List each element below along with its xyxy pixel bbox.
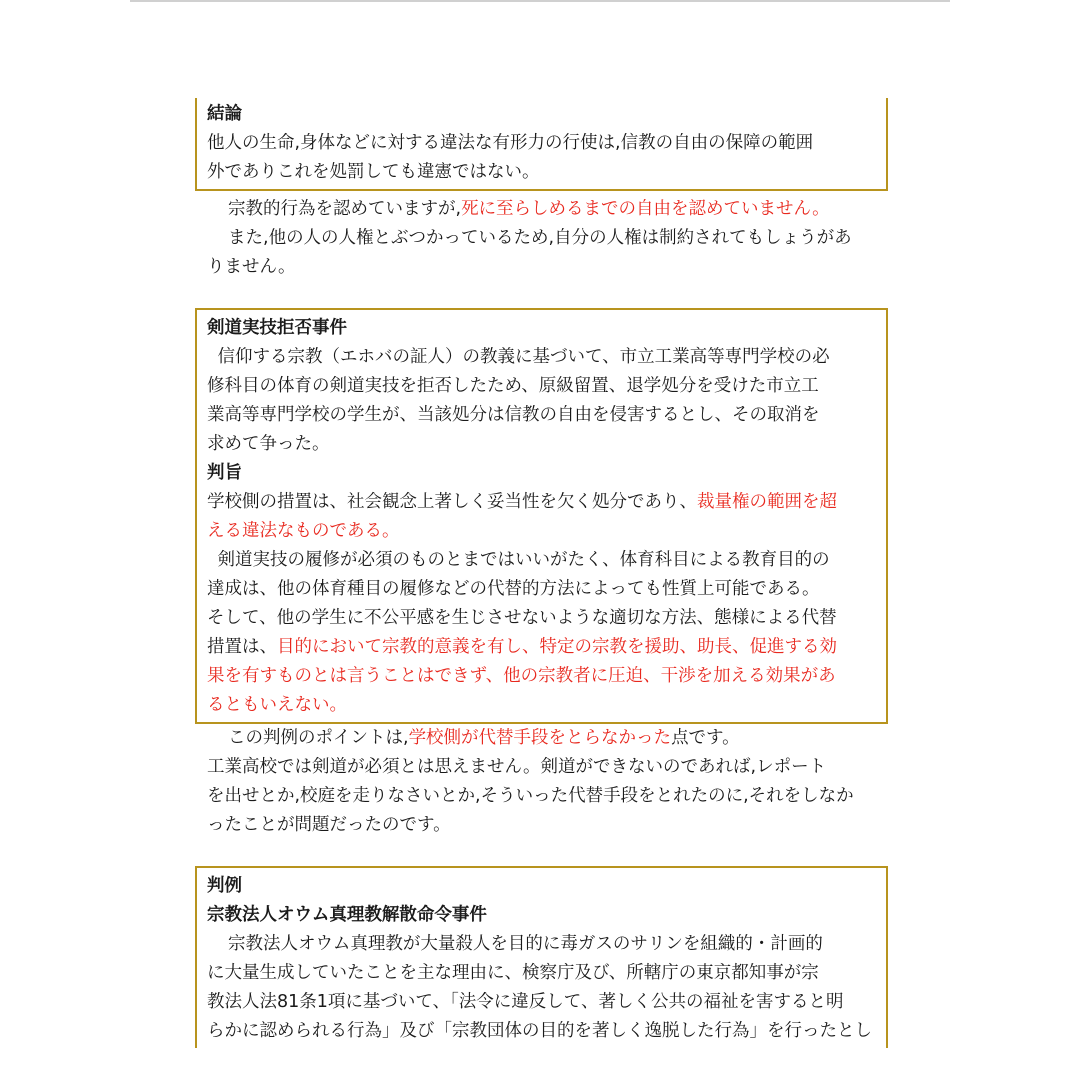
case-facts-line: 修科目の体育の剣道実技を拒否したため、原級留置、退学処分を受けた市立工 (207, 376, 819, 396)
commentary-text: りません。 (207, 257, 296, 277)
aum-case-heading: 宗教法人オウム真理教解散命令事件 (207, 905, 487, 925)
ruling-emphasis: 果を有すものとは言うことはできず、他の宗教者に圧迫、干渉を加える効果があ (207, 666, 836, 686)
aum-case-line: らかに認められる行為」及び「宗教団体の目的を著しく逸脱した行為」を行ったとし (207, 1021, 872, 1041)
case-facts-line: 求めて争った。 (207, 434, 330, 454)
conclusion-heading: 結論 (207, 104, 242, 124)
commentary-text: この判例のポイントは, (228, 728, 409, 748)
ruling-text: 措置は、 (207, 637, 277, 657)
precedent-heading: 判例 (207, 876, 242, 896)
conclusion-line: 他人の生命,身体などに対する違法な有形力の行使は,信教の自由の保障の範囲 (207, 133, 814, 153)
conclusion-line: 外でありこれを処罰しても違憲ではない。 (207, 162, 540, 182)
commentary-emphasis: 学校側が代替手段をとらなかった (408, 728, 672, 748)
ruling-heading: 判旨 (207, 463, 242, 483)
ruling-emphasis: える違法なものである。 (207, 521, 400, 541)
commentary-text: を出せとか,校庭を走りなさいとか,そういった代替手段をとれたのに,それをしなか (207, 786, 854, 806)
case-facts-line: 業高等専門学校の学生が、当該処分は信教の自由を侵害するとし、その取消を (207, 405, 820, 425)
document-page (195, 98, 895, 1048)
case-facts-line: 信仰する宗教（エホバの証人）の教義に基づいて、市立工業高等専門学校の必 (217, 347, 830, 367)
kendo-case-box (195, 308, 888, 724)
commentary-text: ったことが問題だったのです。 (207, 815, 451, 835)
ruling-emphasis: 裁量権の範囲を超 (697, 492, 837, 512)
commentary-text: 工業高校では剣道が必須とは思えません。剣道ができないのであれば,レポート (207, 757, 827, 777)
aum-case-line: 教法人法81条1項に基づいて、「法令に違反して、著しく公共の福祉を害すると明 (207, 992, 844, 1012)
commentary-paragraph-2 (195, 724, 895, 840)
commentary-text: 宗教的行為を認めていますが, (228, 199, 462, 219)
commentary-text: また,他の人の人権とぶつかっているため,自分の人権は制約されてもしょうがあ (228, 228, 852, 248)
top-divider (130, 0, 950, 2)
aum-case-box (195, 866, 888, 1048)
ruling-emphasis: るともいえない。 (207, 695, 347, 715)
ruling-text: 学校側の措置は、社会観念上著しく妥当性を欠く処分であり、 (207, 492, 697, 512)
ruling-text: 剣道実技の履修が必須のものとまではいいがたく、体育科目による教育目的の (217, 550, 830, 570)
aum-case-line: に大量生成していたことを主な理由に、検察庁及び、所轄庁の東京都知事が宗 (207, 963, 819, 983)
commentary-paragraph-1 (195, 195, 895, 282)
aum-case-line: 宗教法人オウム真理教が大量殺人を目的に毒ガスのサリンを組織的・計画的 (228, 934, 823, 954)
ruling-text: 達成は、他の体育種目の履修などの代替的方法によっても性質上可能である。 (207, 579, 820, 599)
conclusion-box (195, 98, 888, 191)
commentary-emphasis: 死に至らしめるまでの自由を認めていません。 (461, 199, 830, 219)
kendo-case-heading: 剣道実技拒否事件 (207, 318, 347, 338)
ruling-text: そして、他の学生に不公平感を生じさせないような適切な方法、態様による代替 (207, 608, 837, 628)
ruling-emphasis: 目的において宗教的意義を有し、特定の宗教を援助、助長、促進する効 (277, 637, 837, 657)
commentary-text: 点です。 (671, 728, 740, 748)
